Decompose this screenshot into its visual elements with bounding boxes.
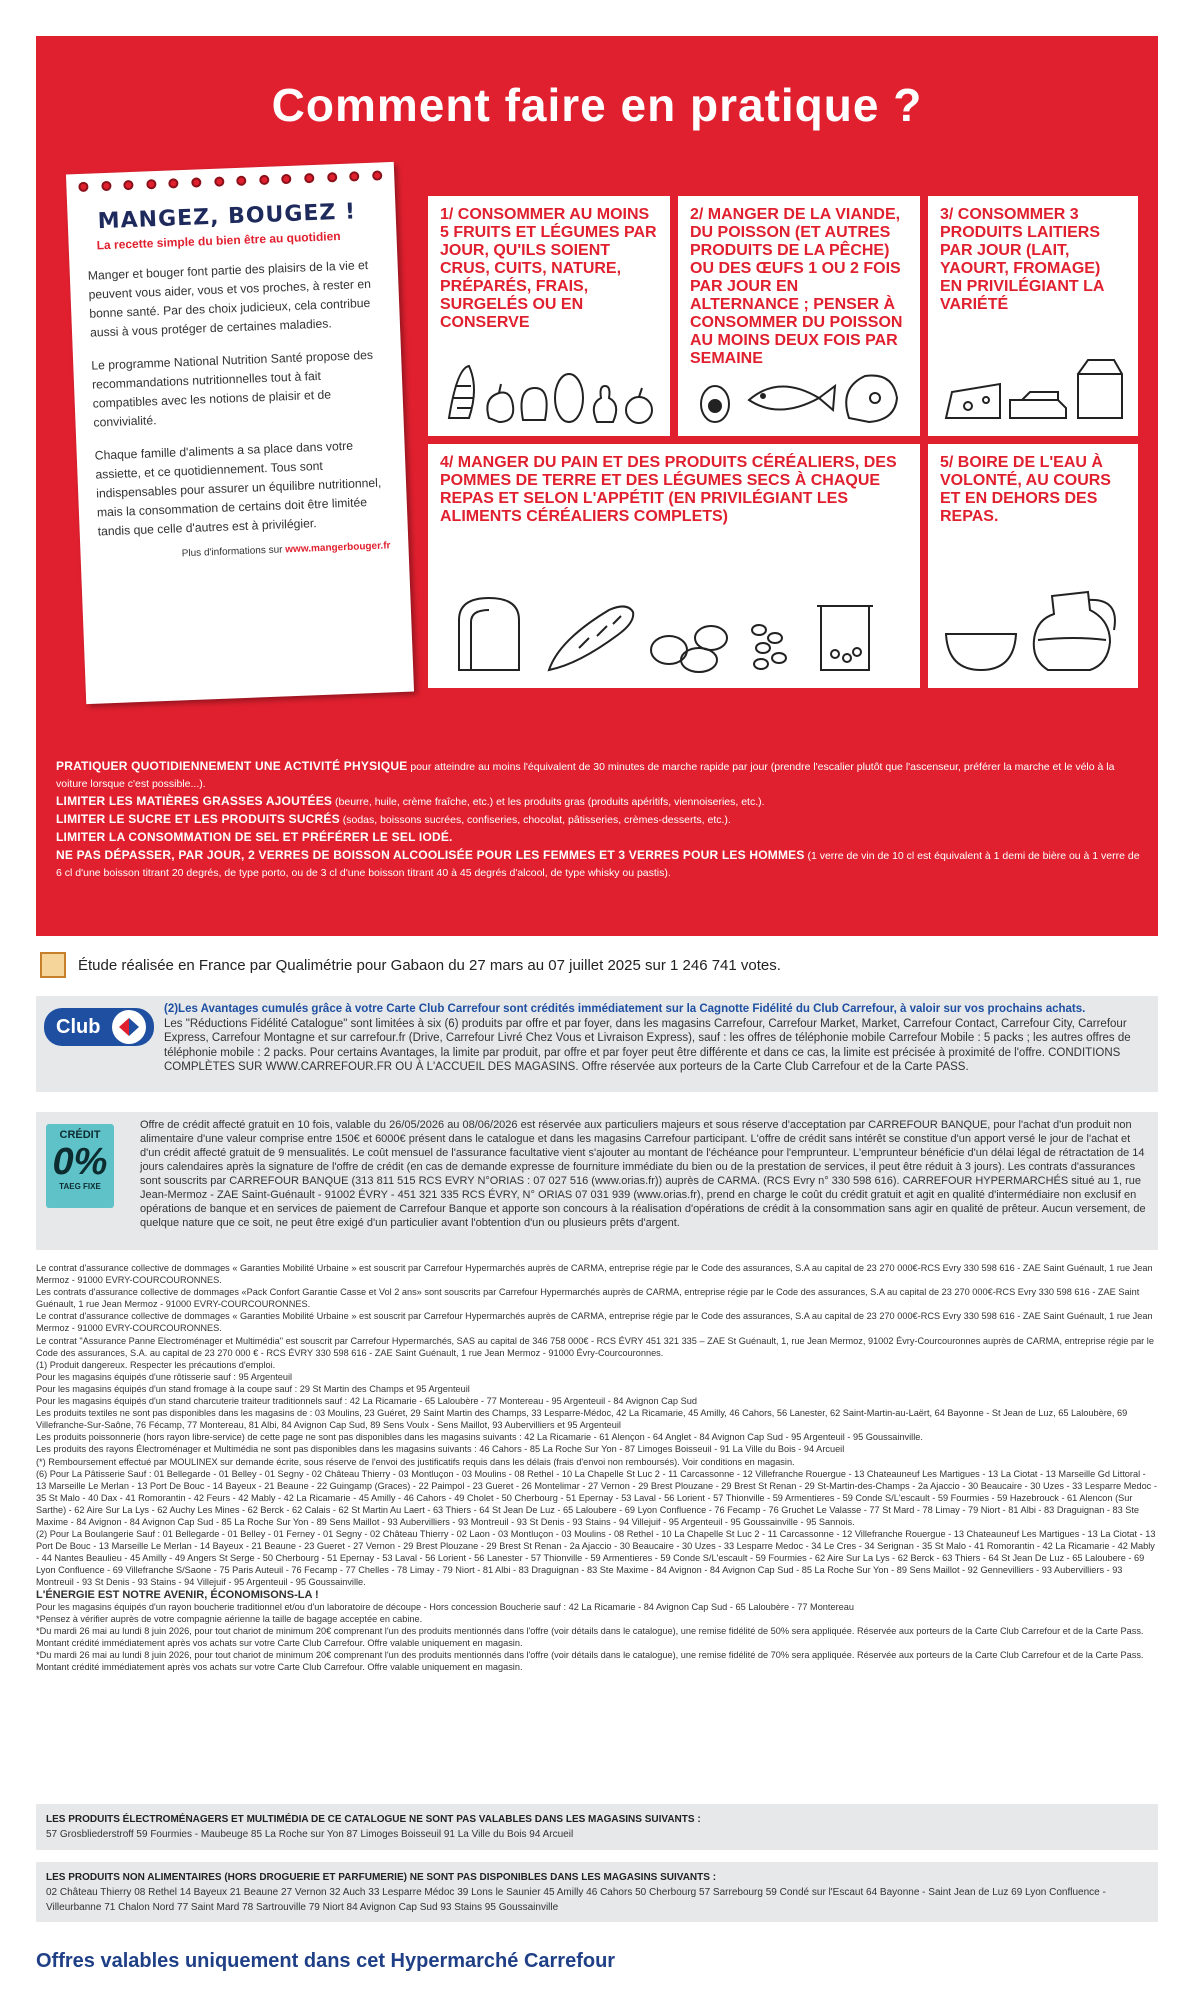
advice-line: LIMITER LA CONSOMMATION DE SEL ET PRÉFÉRER LE SEL IODÉ.	[56, 830, 453, 844]
notepad-paragraph: Le programme National Nutrition Santé propose des recommandations nutritionnelles tout à fait compatibles avec les notions de plaisir et de convivialité.	[91, 347, 374, 430]
fruits-vegetables-icon	[428, 358, 670, 428]
legal-line: Les produits des rayons Électroménager et Multimédia ne sont pas disponibles dans les magasins suivants : 46 Cahors - 85 La Roche Sur Yon - 87 Limoges Boisseuil - 91 La Ville du Bois - 94 Arcueil	[36, 1444, 845, 1455]
egg-fish-meat-icon	[678, 358, 920, 428]
notepad-paragraph: Manger et bouger font partie des plaisirs de la vie et peuvent vous aider, vous et vos proches, à rester en bonne santé. Par des choix judicieux, cela contribue aussi à vous protéger de certaines maladies.	[87, 257, 372, 340]
advice-card-text: 4/ MANGER DU PAIN ET DES PRODUITS CÉRÉALIERS, DES POMMES DE TERRE ET DES LÉGUMES SECS À CHAQUE REPAS ET SELON L'APPÉTIT (EN PRIVILÉGIANT LES ALIMENTS CÉRÉALIERS COMPLETS)	[440, 454, 897, 525]
award-badge-icon	[40, 952, 66, 978]
electro-exclusions	[36, 1804, 1158, 1850]
advice-card-text: 2/ MANGER DE LA VIANDE, DU POISSON (ET AUTRES PRODUITS DE LA PÊCHE) OU DES ŒUFS 1 OU 2 FOIS PAR JOUR EN ALTERNANCE ; PENSER À CONSOMMER DU POISSON AU MOINS DEUX FOIS PAR SEMAINE	[690, 206, 903, 367]
exclusions-list: 02 Château Thierry 08 Rethel 14 Bayeux 21 Beaune 27 Vernon 32 Auch 33 Lesparre Médoc 39 Lons le Saunier 45 Amilly 46 Cahors 50 Cherbourg 57 Sarrebourg 59 Condé sur l'Escaut 64 Bayonne - Saint Jean de Luz 69 Lyon Confluence - Villeurbanne 71 Chalon Nord 77 Saint Mard 78 Sartrouville 79 Niort 84 Avignon Cap Sud 93 Stains 95 Goussainville	[46, 1887, 1106, 1913]
legal-line: Pour les magasins équipés d'une rôtisserie sauf : 95 Argenteuil	[36, 1371, 293, 1382]
legal-line: Le contrat d'assurance collective de dommages « Garanties Mobilité Urbaine » est souscrit par Carrefour Hypermarchés auprès de CARMA, entreprise régie par le Code des assurances, S.A au capital de 23 270 000€-RCS Evry 330 598 616 - ZAE Saint Guénault, 1 rue Jean Mermoz - 91000 EVRY-COURCOURONNES.	[36, 1311, 1153, 1334]
mangerbouger-link[interactable]: www.mangerbouger.fr	[285, 540, 391, 556]
advice-card-text: 1/ CONSOMMER AU MOINS 5 FRUITS ET LÉGUMES PAR JOUR, QU'ILS SOIENT CRUS, CUITS, NATURE, PRÉPARÉS, FRAIS, SURGELÉS OU EN CONSERVE	[440, 206, 657, 331]
legal-line: Pour les magasins équipés d'un stand charcuterie traiteur traditionnels sauf : 42 La Ricamarie - 65 Laloubère - 77 Montereau - 95 Argenteuil - 84 Avignon Cap Sud	[36, 1396, 697, 1407]
dairy-icon	[928, 348, 1138, 428]
advice-card-water	[928, 444, 1138, 688]
advice-card-text: 5/ BOIRE DE L'EAU À VOLONTÉ, AU COURS ET EN DEHORS DES REPAS.	[940, 454, 1111, 525]
club-carrefour-logo: Club	[44, 1008, 154, 1046]
study-text: Étude réalisée en France par Qualimétrie pour Gabaon du 27 mars au 07 juillet 2025 sur 1 246 741 votes.	[78, 956, 781, 974]
legal-line: Le contrat d'assurance collective de dommages « Garanties Mobilité Urbaine » est souscrit par Carrefour Hypermarchés auprès de CARMA, entreprise régie par le Code des assurances, S.A au capital de 23 270 000€-RCS Evry 330 598 616 - ZAE Saint Guénault, 1 rue Jean Mermoz - 91000 EVRY-COURCOURONNES.	[36, 1263, 1153, 1286]
legal-line: Pour les magasins équipés d'un stand fromage à la coupe sauf : 29 St Martin des Champs et 95 Argenteuil	[36, 1383, 470, 1394]
notepad-subtitle: La recette simple du bien être au quotidien	[96, 228, 341, 253]
credit-body: Offre de crédit affecté gratuit en 10 fois, valable du 26/05/2026 au 08/06/2026 est réservée aux particuliers majeurs et sous réserve d'acceptation par CARREFOUR BANQUE, pour l'achat d'un produit non alimentaire d'une valeur comprise entre 150€ et 6000€ présent dans le catalogue et dans les magasins Carrefour participant. L'offre de crédit sans intérêt se constitue d'un apport versé le jour de l'achat et d'un crédit affecté gratuit de 9 mensualités. Le coût mensuel de l'assurance facultative vient s'ajouter au montant de l'échéance pour l'emprunteur. L'emprunteur bénéficie d'un délai légal de rétractation de 14 jours calendaires après la signature de l'offre de crédit (en cas de demande expresse de fourniture immédiate du bien ou de la prestation de services, il peut être réduit à 3 jours). Les contrats d'assurances sont souscrits par CARREFOUR BANQUE (313 811 515 RCS EVRY N°ORIAS : 07 027 516 (www.orias.fr)) auprès de CARMA. (RCS Evry n° 330 598 616). CARREFOUR HYPERMARCHÉS situé au 1, rue Jean-Mermoz - ZAE Saint-Guénault - 91002 ÉVRY - 451 321 335 RCS ÉVRY, N° ORIAS 07 031 939 (www.orias.fr), prend en charge le coût du crédit gratuit et agit en qualité d'intermédiaire non exclusif en opérations de banque et en services de paiement de Carrefour Banque et apporte son concours à la réalisation d'opérations de crédit à la consommation sans agir en qualité de prêteur. Aucun versement, de quelque nature que ce soit, ne peut être exigé d'un particulier avant l'obtention d'un ou plusieurs prêts d'argent.	[140, 1119, 1146, 1229]
legal-line: (2) Pour La Boulangerie Sauf : 01 Bellegarde - 01 Belley - 01 Ferney - 01 Segny - 02 Château Thierry - 02 Laon - 03 Montluçon - 03 Moulins - 08 Rethel - 10 La Chapelle St Luc 2 - 11 Carcassonne - 12 Villefranche Rouergue - 13 Chateauneuf Les Martigues - 13 La Ciotat - 13 Port De Bouc - 13 Marseille Le Merlan - 14 Bayeux - 21 Beaune - 23 Gueret - 27 Vernon - 29 Brest Plouzane - 29 Brest St Renan - 2a Ajaccio - 30 Beaucaire - 30 Uzes - 33 Lesparre Medoc - 34 Le Cres - 34 Serignan - 35 St Malo - 41 Romorantin - 42 La Ricamarie - 42 Mably - 44 Nantes Beaulieu - 45 Amilly - 49 Angers St Serge - 50 Cherbourg - 51 Epernay - 53 Laval - 56 Lorient - 56 Lanester - 57 Thionville - 59 Armentieres - 59 Conde S/L'escault - 59 Fourmies - 62 Aire Sur La Lys - 62 Berck - 63 Thiers - 64 St Jean De Luz - 65 Laloubere - 69 Lyon Confluence - 69 Villefranche S/Saone - 75 Paris Auteuil - 76 Fecamp - 77 Chelles - 78 Limay - 79 Niort - 81 Albi - 83 Draguignan - 83 Ste Maxime - 84 Avignon - 84 Avignon Cap Sud - 85 La Roche Sur Yon - 89 Sens Maillot - 92 Gennevilliers - 93 Aubervilliers - 93 Montreuil - 93 St Denis - 93 Stains - 94 Villejuif - 95 Argenteuil - 95 Goussainville.	[36, 1529, 1156, 1588]
legal-line: *Du mardi 26 mai au lundi 8 juin 2026, pour tout chariot de minimum 20€ comprenant l'un des produits mentionnés dans l'offre (voir détails dans le catalogue), une remise fidélité de 50% sera appliquée. Réservée aux porteurs de la Carte Club Carrefour et de la Carte Pass. Montant crédité immédiatement après vos achats sur votre Carte Club Carrefour. Offre valable uniquement en magasin.	[36, 1625, 1144, 1648]
exclusions-list: 57 Grosbliederstroff 59 Fourmies - Maubeuge 85 La Roche sur Yon 87 Limoges Boisseuil 91 La Ville du Bois 94 Arcueil	[46, 1829, 574, 1840]
legal-line: *Pensez à vérifier auprès de votre compagnie aérienne la taille de bagage acceptée en cabine.	[36, 1613, 423, 1624]
advice-line: PRATIQUER QUOTIDIENNEMENT UNE ACTIVITÉ PHYSIQUE pour atteindre au moins l'équivalent de 30 minutes de marche rapide par jour (prendre l'escalier plutôt que l'ascenseur, préférer la marche et le vélo à la voiture lorsque c'est possible...).	[56, 759, 1115, 790]
exclusions-title: LES PRODUITS ÉLECTROMÉNAGERS ET MULTIMÉDIA DE CE CATALOGUE NE SONT PAS VALABLES DANS LES MAGASINS SUIVANTS :	[46, 1814, 701, 1825]
legal-line: Les contrats d'assurance collective de dommages «Pack Confort Garantie Casse et Vol 2 ans» sont souscrits par Carrefour Hypermarchés auprès de CARMA, entreprise régie par le Code des assurances, S.A au capital de 23 270 000€-RCS Evry 330 598 616 - ZAE Saint Guénault, 1 rue Jean Mermoz - 91000 EVRY-COURCOURONNES.	[36, 1287, 1140, 1310]
legal-notes	[36, 1262, 1158, 1673]
bread-cereals-icon	[428, 580, 920, 680]
legal-line: Pour les magasins équipés d'un rayon boucherie traditionnel et/ou d'un laboratoire de découpe - Hors concession Boucherie sauf : 42 La Ricamarie - 84 Avignon Cap Sud - 65 Laloubère - 77 Montereau	[36, 1601, 854, 1612]
legal-line: (1) Produit dangereux. Respecter les précautions d'emploi.	[36, 1359, 276, 1370]
water-icon	[928, 570, 1138, 680]
health-advice	[56, 758, 1146, 882]
advice-card-dairy	[928, 196, 1138, 436]
notepad-more-info: Plus d'informations sur www.mangerbouger.fr	[181, 540, 391, 560]
legal-line: Les produits poissonnerie (hors rayon libre-service) de cette page ne sont pas disponibles dans les magasins suivants : 42 La Ricamarie - 61 Alençon - 64 Anglet - 84 Avignon Cap Sud - 95 Argenteuil - 95 Goussainville.	[36, 1432, 923, 1443]
advice-line: LIMITER LES MATIÈRES GRASSES AJOUTÉES (beurre, huile, crème fraîche, etc.) et les produits gras (produits apéritifs, viennoiseries, etc.).	[56, 794, 765, 808]
club-carrefour-section	[36, 996, 1158, 1092]
advice-line: LIMITER LE SUCRE ET LES PRODUITS SUCRÉS (sodas, boissons sucrées, confiseries, chocolat, pâtisseries, crèmes-desserts, etc.).	[56, 812, 731, 826]
legal-line: *Du mardi 26 mai au lundi 8 juin 2026, pour tout chariot de minimum 20€ comprenant l'un des produits mentionnés dans l'offre (voir détails dans le catalogue), une remise fidélité de 70% sera appliquée. Réservée aux porteurs de la Carte Club Carrefour et de la Carte Pass. Montant crédité immédiatement après vos achats sur votre Carte Club Carrefour. Offre valable uniquement en magasin.	[36, 1650, 1144, 1673]
legal-line: L'ÉNERGIE EST NOTRE AVENIR, ÉCONOMISONS-LA !	[36, 1588, 319, 1601]
footer-note: Offres valables uniquement dans cet Hypermarché Carrefour	[36, 1950, 616, 1972]
carrefour-logo-icon	[112, 1010, 146, 1044]
advice-card-text: 3/ CONSOMMER 3 PRODUITS LAITIERS PAR JOUR (LAIT, YAOURT, FROMAGE) EN PRIVILÉGIANT LA VARIÉTÉ	[940, 206, 1104, 313]
advice-line: NE PAS DÉPASSER, PAR JOUR, 2 VERRES DE BOISSON ALCOOLISÉE POUR LES FEMMES ET 3 VERRES POUR LES HOMMES (1 verre de vin de 10 cl est équivalent à 1 demi de bière ou à 1 verre de 6 cl d'une boisson titrant 20 degrés, de type porto, ou de 3 cl d'une boisson titrant 40 à 45 degrés d'alcool, de type whisky ou pastis).	[56, 848, 1140, 879]
nutrition-panel	[36, 36, 1158, 936]
legal-line: Le contrat "Assurance Panne Electroménager et Multimédia" est souscrit par Carrefour Hypermarchés, SAS au capital de 346 758 000€ - RCS ÉVRY 451 321 335 – ZAE St Guénault, 1, rue Jean Mermoz, 91002 Évry-Courcouronnes auprès de CARMA, entreprise régie par le Code des assurances, S.A. au capital de 23 270 000 € - RCS ÉVRY 330 598 616 - ZAE Saint Guénault, 1 rue Jean Mermoz - 91000 Évry-Courcouronnes.	[36, 1335, 1154, 1358]
advice-card-fruits	[428, 196, 670, 436]
notepad-title: MANGEZ, BOUGEZ !	[97, 199, 357, 235]
club-body: Les "Réductions Fidélité Catalogue" sont limitées à six (6) produits par offre et par foyer, dans les magasins Carrefour, Carrefour Market, Market, Carrefour Contact, Carrefour City, Carrefour Express, Carrefour Montagne et sur carrefour.fr (Drive, Carrefour Livré Chez Vous et Livraison Express), sauf : les offres de téléphonie mobile Carrefour Mobile : 5 packs ; les autres offres de téléphonie mobile : 2 packs. Pour certains Avantages, la limite par produit, par offre et par foyer peut être différente et dans ce cas, la limite est précisée à proximité de l'offre. CONDITIONS COMPLÈTES SUR WWW.CARREFOUR.FR OU À L'ACCUEIL DES MAGASINS. Offre réservée aux porteurs de la Carte Club Carrefour et de la Carte PASS.	[164, 1017, 1131, 1073]
advice-card-protein	[678, 196, 920, 436]
legal-line: Les produits textiles ne sont pas disponibles dans les magasins de : 03 Moulins, 23 Guéret, 29 Saint Martin des Champs, 33 Lesparre-Médoc, 42 La Ricamarie, 45 Amilly, 46 Cahors, 56 Lanester, 62 Saint-Martin-au-Laërt, 64 Bayonne - St Jean de Luz, 65 Laloubère, 69 Villefranche-Sur-Saône, 76 Fécamp, 77 Montereau, 81 Albi, 84 Avignon Cap Sud, 89 Sens Voulx - Sens Maillot, 93 Aubervilliers et 95 Argenteuil	[36, 1408, 1128, 1431]
legal-line: (*) Remboursement effectué par MOULINEX sur demande écrite, sous réserve de l'envoi des justificatifs requis dans les délais (frais d'envoi non remboursés). Voir conditions en magasin.	[36, 1456, 795, 1467]
legal-line: (6) Pour La Pâtisserie Sauf : 01 Bellegarde - 01 Belley - 01 Segny - 02 Château Thierry - 03 Montluçon - 03 Moulins - 08 Rethel - 10 La Chapelle St Luc 2 - 11 Carcassonne - 12 Villefranche Rouergue - 13 Chateauneuf Les Martigues - 13 La Ciotat - 13 Marseille Gd Littoral - 13 Marseille Le Merlan - 13 Port De Bouc - 14 Bayeux - 21 Beaune - 22 Guingamp (Graces) - 22 Paimpol - 23 Gueret - 26 Montelimar - 27 Vernon - 29 Brest Plouzane - 29 Brest St Renan - 29 St-Martin-des-Champs - 2a Ajaccio - 30 Beaucaire - 30 Uzes - 33 Lesparre Medoc - 35 St Malo - 40 Dax - 41 Romorantin - 42 Feurs - 42 Mably - 42 La Ricamarie - 45 Amilly - 46 Cahors - 49 Cholet - 50 Cherbourg - 51 Epernay - 53 Laval - 56 Lorient - 57 Thionville - 59 Armentieres - 59 Conde S/L'escault - 59 Fourmies - 59 Hazebrouck - 61 Alencon (Sur Sarthe) - 62 Aire Sur La Lys - 62 Auchy Les Mines - 62 Berck - 62 Calais - 62 St Martin Au Laert - 63 Thiers - 64 St Jean De Luz - 65 Laloubere - 69 Lyon Confluence - 76 Fecamp - 76 Gruchet Le Valasse - 77 St Mard - 78 Limay - 79 Niort - 81 Albi - 83 Draguignan - 83 Ste Maxime - 84 Avignon - 84 Avignon Cap Sud - 85 La Roche Sur Yon - 89 Sens Maillot - 93 Aubervilliers - 93 Montreuil - 93 St Denis - 93 Stains - 94 Villejuif - 95 Argenteuil - 95 Goussainville - 95 Sannois.	[36, 1468, 1157, 1527]
page-title: Comment faire en pratique ?	[271, 79, 923, 131]
notepad-paragraph: Chaque famille d'aliments a sa place dans votre assiette, et ce quotidiennement. Tous sont indispensables pour assurer un équilibre nutritionnel, mais la consommation de certains doit être limitée tandis que celle d'autres est à privilégier.	[94, 438, 382, 539]
exclusions-title: LES PRODUITS NON ALIMENTAIRES (HORS DROGUERIE ET PARFUMERIE) NE SONT PAS DISPONIBLES DANS LES MAGASINS SUIVANTS :	[46, 1872, 717, 1883]
advice-card-cereals	[428, 444, 920, 688]
credit-offer-section	[36, 1112, 1158, 1250]
notepad-rings	[78, 170, 382, 196]
credit-0-percent-badge: CRÉDIT 0% TAEG FIXE	[46, 1124, 114, 1208]
nonfood-exclusions	[36, 1862, 1158, 1922]
study-note	[40, 950, 1150, 980]
mangez-bougez-card	[66, 162, 414, 704]
club-headline: (2)Les Avantages cumulés grâce à votre Carte Club Carrefour sont crédités immédiatement sur la Cagnotte Fidélité du Club Carrefour, à valoir sur vos prochains achats.	[164, 1003, 1086, 1015]
